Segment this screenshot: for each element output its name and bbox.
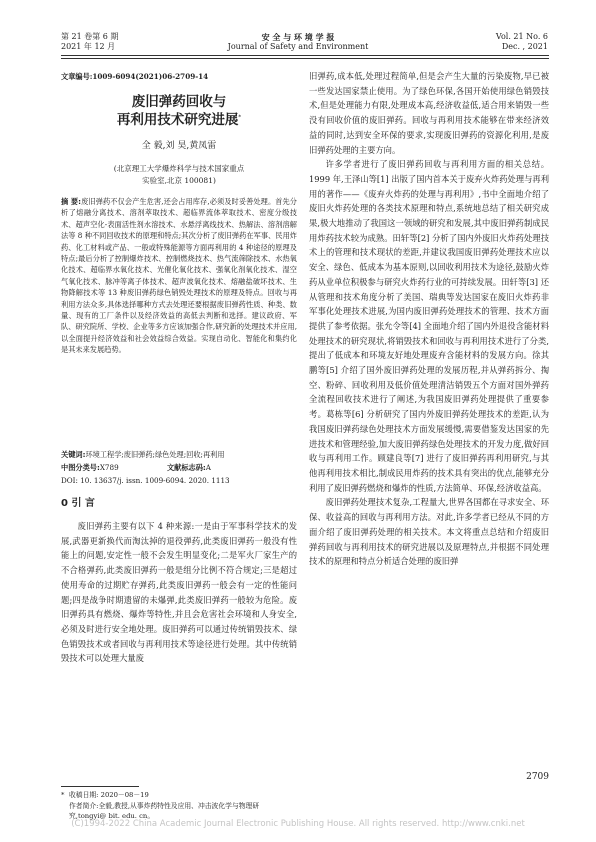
issue-date: 2021 年 12 月 bbox=[61, 42, 116, 51]
footnote: * 收稿日期: 2020－08－19 作者简介:全毅,教授,从事炸药特性及应用、冲击波化学与物理研究,tongyi@ bit. edu. cn。 bbox=[61, 791, 260, 820]
title-footnote-mark: * bbox=[238, 114, 242, 121]
keywords-text: 环境工程学;废旧弹药;绿色处理;回收;再利用 bbox=[85, 450, 225, 459]
footnote-rule bbox=[61, 786, 139, 787]
article-number: 文章编号:1009-6094(2021)06-2709-14 bbox=[61, 72, 209, 81]
abstract bbox=[61, 196, 297, 356]
keywords bbox=[61, 449, 297, 460]
date-en: Dec. , 2021 bbox=[501, 42, 548, 51]
right-paragraph-1: 旧弹药,成本低,处理过程简单,但是会产生大量的污染废物,早已被一些发达国家禁止使用。为了绿色环保,各国开始使用绿色销毁技术,但是处理能力有限,处理成本高,经济收益低,适合用来销毁一些没有回收价值的废旧弹药。回收与再利用技术能够在带来经济效益的同时,达到安全环保的要求,实现废旧弹药的资源化利用,是废旧弹药处理的主要方向。 bbox=[309, 71, 549, 155]
clc-label: 中图分类号: bbox=[61, 463, 100, 472]
right-paragraph-2: 许多学者进行了废旧弹药回收与再利用方面的相关总结。1999 年,王泽山等[1] 出版了国内首本关于废弃火炸药处理与再利用的著作——《废弃火炸药的处理与再利用》,书中全面地介绍了废旧火炸药处理的各类技术原理和特点,系统地总结了相关研究成果,极大地推动了我国这一领域的研究和发展,其中废旧弹药制成民用炸药技术较为成熟。田轩等[2] 分析了国内外废旧火炸药处理技术上的管理和技术现状的差距,并建议我国废旧弹药处理技术应以安全、绿色、低成本为基本原则,以回收利用技术为途径,鼓励火炸药从业单位积极参与研究火炸药行业的可持续发展。田轩等[3] 还从管理和技术角度分析了美国、瑞典等发达国家在废旧火炸药非军事化处理技术进展,为国内废旧弹药处理技术的管理、技术方面提供了参考依据。张允令等[4] 全面地介绍了国内外退役含能材料处理技术的研究现状,将销毁技术和回收与再利用技术进行了分类,提出了低成本和环境友好地处理废弃含能材料的发展方向。徐其鹏等[5] 介绍了国外废旧弹药处理的发展历程,并从弹药拆分、掏空、粉碎、回收利用及低价值处理清洁销毁五个方面对国外弹药全流程回收技术进行了阐述,为我国废旧弹药处理提供了重要参考。葛栋等[6] 分析研究了国内外废旧弹药处理技术的差距,认为我国废旧弹药绿色处理技术方面发展缓慢,需要借鉴发达国家的先进技术和管理经验,加大废旧弹药绿色处理技术的开发力度,做好回收与再利用工作。顾建良等[7] 进行了废旧弹药再利用研究,与其他再利用技术相比,制成民用炸药的技术具有突出的优点,能够充分利用了废旧弹药燃烧和爆炸的性质,方法简单、环保,经济收益高。 bbox=[309, 159, 549, 493]
clc-value: X789 bbox=[99, 463, 119, 472]
header-right bbox=[458, 32, 548, 52]
right-paragraph-3: 废旧弹药处理技术复杂,工程量大,世界各国都在寻求安全、环保、收益高的回收与再利用方法。对此,许多学者已经从不同的方面介绍了废旧弹药处理的相关技术。本文将重点总结和介绍废旧弹药回收与再利用技术的研究进展以及原理特点,并根据不同处理技术的原理和特点分析适合处理的废旧弹 bbox=[309, 497, 549, 567]
vol-no-en: Vol. 21 No. 6 bbox=[495, 32, 548, 41]
cnki-watermark: (C)1994-2022 China Academic Journal Electronic Publishing House. All rights reserved. http://www.cnki.net bbox=[71, 819, 525, 829]
journal-name-cn: 安 全 与 环 境 学 报 bbox=[261, 32, 335, 42]
received-date: 收稿日期: 2020－08－19 bbox=[69, 791, 149, 799]
affiliation-line-1: (北京理工大学爆炸科学与技术国家重点 bbox=[113, 164, 245, 173]
abstract-text: 废旧弹药不仅会产生危害,还会占用库存,必须及时妥善处理。首先分析了熔融分离技术、溶剂萃取技术、超临界流体萃取技术、密度分级技术、超声空化-表面活性剂水溶技术、水悬浮离线技术、热解法、溶剂溶解法等 8 种不同回收技术的原理和特点;其次分析了废旧弹药在军事、民用炸药、化工材料或产品、一般或特殊能源等方面再利用的 4 种途径的原理及特点;最后分析了控制爆炸技术、控制燃烧技术、热气流筛除技术、水热氧化技术、超临界水氧化技术、光催化氧化技术、强氧化剂氧化技术、湿空气氧化技术、脉冲等离子体技术、超声波氧化技术、熔融盐破坏技术、生物降解技术等 13 种废旧弹药绿色销毁处理技术的原理及特点。回收与再利用方法众多,具体选择哪种方式去处理还要根据废旧弹药性质、种类、数量、现有的工厂条件以及经济效益的高低去判断和选择。建议政府、军队、研究院所、学校、企业等多方应该加强合作,研究新的处理技术并应用,以全面提升经济效益和社会效益综合效益。实现自动化、智能化和集约化是其未来发展趋势。 bbox=[61, 197, 297, 355]
author-bio-label: 作者简介: bbox=[69, 801, 99, 810]
header-center bbox=[208, 32, 388, 52]
right-column bbox=[309, 69, 549, 569]
title-line-2: 再利用技术研究进展 bbox=[116, 112, 239, 128]
header-left bbox=[61, 32, 181, 52]
doc-code-label: 文献标志码: bbox=[166, 463, 206, 472]
classification bbox=[61, 462, 297, 473]
authors: 全 毅,刘 昊,黄凤雷 bbox=[141, 141, 217, 151]
page-number: 2709 bbox=[526, 772, 549, 782]
intro-text: 废旧弹药主要有以下 4 种来源:一是由于军事科学技术的发展,武器更新换代而淘汰掉的退役弹药,此类废旧弹药一般没有性能上的问题,安定性一般不会发生明显变化;二是军火厂家生产的不合格弹药,此类废旧弹药一般是组分比例不符合规定;三是超过使用寿命的过期贮存弹药,此类废旧弹药一般会有一定的性能问题;四是战争时期遗留的未爆弹,此类废旧弹药一般较为危险。废旧弹药具有燃烧、爆炸等特性,并且会危害社会环境和人身安全,必须及时进行安全地处理。废旧弹药可以通过传统销毁技术、绿色销毁技术或者回收与再利用技术等途径进行处理。其中传统销毁技术可以处理大量废 bbox=[61, 521, 297, 664]
abstract-label: 摘 要: bbox=[61, 197, 82, 206]
author-bio-text: 全毅,教授,从事炸药特性及应用、冲击波化学与物理研究,tongyi@ bit. edu. cn。 bbox=[69, 801, 260, 820]
doi: DOI: 10. 13637/j. issn. 1009-6094. 2020. 1113 bbox=[61, 476, 230, 485]
affiliation bbox=[61, 163, 297, 187]
section-heading: 0 引 言 bbox=[61, 498, 95, 509]
article-title bbox=[61, 93, 297, 129]
volume-issue: 第 21 卷第 6 期 bbox=[61, 32, 119, 41]
header-rule-top bbox=[61, 55, 549, 56]
header-rule-bottom bbox=[61, 58, 549, 59]
keywords-label: 关键词: bbox=[61, 450, 86, 459]
affiliation-line-2: 实验室,北京 100081) bbox=[142, 176, 216, 185]
intro-paragraph-1 bbox=[61, 519, 297, 666]
doc-code-value: A bbox=[205, 463, 211, 472]
journal-name-en: Journal of Safety and Environment bbox=[227, 42, 369, 51]
title-line-1: 废旧弹药回收与 bbox=[131, 94, 227, 110]
